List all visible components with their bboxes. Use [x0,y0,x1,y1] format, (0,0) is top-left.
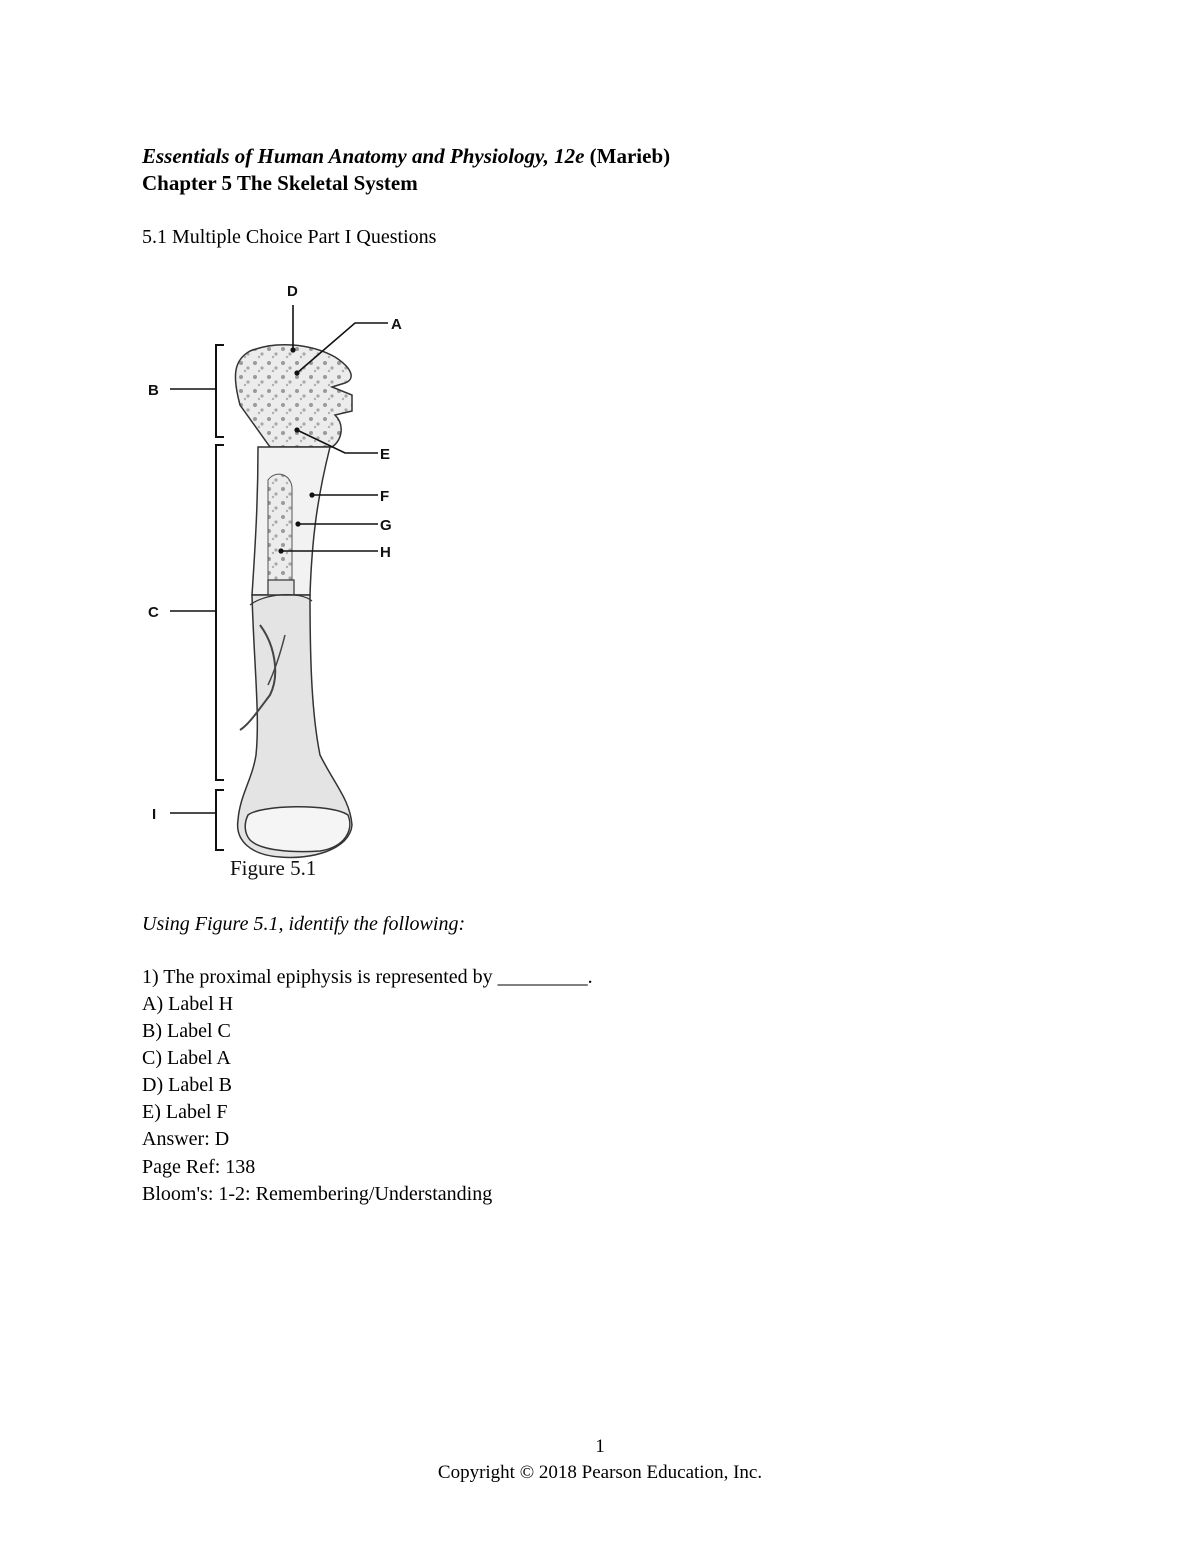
figure-caption: Figure 5.1 [230,856,317,880]
option-d: D) Label B [142,1074,232,1096]
label-i: I [152,806,157,823]
option-c: C) Label A [142,1047,231,1069]
bracket-b [216,345,224,437]
label-f: F [380,488,390,505]
bone-figure [140,275,430,890]
option-e: E) Label F [142,1101,228,1123]
page-number: 1 [595,1436,605,1457]
label-c: C [148,604,159,621]
long-bone-diagram [140,275,430,890]
section-heading: 5.1 Multiple Choice Part I Questions [142,226,437,248]
question-stem: 1) The proximal epiphysis is represented by _________. [142,966,593,988]
label-h: H [380,544,391,561]
label-g: G [380,517,392,534]
chapter-title: Chapter 5 The Skeletal System [142,171,418,195]
answer-line: Answer: D [142,1128,230,1150]
bracket-i [216,790,224,850]
label-d: D [287,283,298,300]
blooms-line: Bloom's: 1-2: Remembering/Understanding [142,1183,493,1205]
book-title-line [142,146,670,167]
copyright-notice: Copyright © 2018 Pearson Education, Inc. [437,1462,763,1483]
option-b: B) Label C [142,1020,231,1042]
option-a: A) Label H [142,993,234,1015]
label-a: A [391,316,402,333]
book-title: Essentials of Human Anatomy and Physiology, 12e [142,144,585,168]
page-ref-line: Page Ref: 138 [142,1156,256,1178]
book-author: (Marieb) [589,144,671,168]
bracket-c [216,445,224,780]
label-e: E [380,446,391,463]
label-b: B [148,382,159,399]
bone-head [235,345,352,447]
instruction-text: Using Figure 5.1, identify the following: [142,913,466,935]
distal-condyle [245,807,350,852]
medullary-cavity [268,474,292,595]
